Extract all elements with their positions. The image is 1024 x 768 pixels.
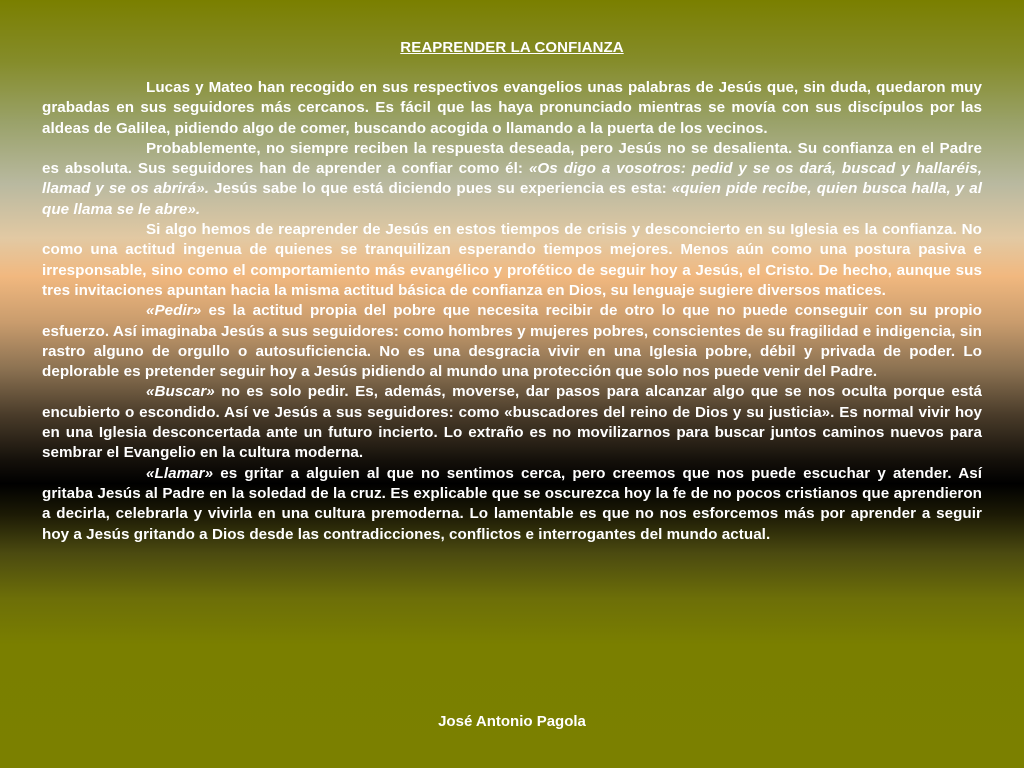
document-body [42,78,982,545]
paragraph-1 [42,78,982,139]
paragraph-4-keyword: «Pedir» [146,302,202,320]
paragraph-2-text-a: Probablemente, no siempre reciben la respuesta deseada, pero Jesús no se desalienta. Su confianza en el Padre es absoluta. Sus seguidores han de aprender a confiar como él: [42,139,982,178]
paragraph-2-text-b: Jesús sabe lo que está diciendo pues su experiencia es esta: [209,180,672,198]
paragraph-6-text: es gritar a alguien al que no sentimos cerca, pero creemos que nos puede escuchar y atender. Así gritaba Jesús al Padre en la soledad de la cruz. Es explicable que se oscurezca hoy la fe de no pocos cristianos que aprendieron a decirla, celebrarla y vivirla en una cultura premoderna. Lo lamentable es que no nos esforcemos más por aprender a seguir hoy a Jesús gritando a Dios desde las contradicciones, conflictos e interrogantes del mundo actual. [42,464,982,543]
paragraph-2-quote-1: «Os digo a vosotros: pedid y se os dará, buscad y hallaréis, llamad y se os abrirá». [42,160,982,198]
paragraph-2 [42,139,982,220]
paragraph-5 [42,382,982,463]
author-signature: José Antonio Pagola [438,713,586,730]
paragraph-6 [42,464,982,545]
paragraph-3 [42,220,982,301]
paragraph-4-text: es la actitud propia del pobre que necesita recibir de otro lo que no puede conseguir con su propio esfuerzo. Así imaginaba Jesús a sus seguidores: como hombres y mujeres pobres, conscientes de su fragilidad e indigencia, sin rastro alguno de orgullo o autosuficiencia. No es una desgracia vivir en una Iglesia pobre, débil y privada de poder. Lo deplorable es pretender seguir hoy a Jesús pidiendo al mundo una protección que solo nos puede venir del Padre. [42,302,982,381]
document-title: REAPRENDER LA CONFIANZA [400,39,624,56]
paragraph-4 [42,301,982,382]
paragraph-2-quote-2: «quien pide recibe, quien busca halla, y al que llama se le abre». [42,180,982,218]
slide [42,38,982,730]
paragraph-6-keyword: «Llamar» [146,464,214,482]
paragraph-5-text: no es solo pedir. Es, además, moverse, dar pasos para alcanzar algo que se nos oculta porque está encubierto o escondido. Así ve Jesús a sus seguidores: como «buscadores del reino de Dios y su justicia». Es normal vivir hoy en una Iglesia desconcertada ante un futuro incierto. Lo extraño es no movilizarnos para buscar juntos caminos nuevos para sembrar el Evangelio en la cultura moderna. [42,383,982,462]
paragraph-5-keyword: «Buscar» [146,383,215,401]
paragraph-1-text: Lucas y Mateo han recogido en sus respectivos evangelios unas palabras de Jesús que, sin duda, quedaron muy grabadas en sus seguidores más cercanos. Es fácil que las haya pronunciado mientras se movía con sus discípulos por las aldeas de Galilea, pidiendo algo de comer, buscando acogida o llamando a la puerta de los vecinos. [42,79,982,137]
paragraph-3-text: Si algo hemos de reaprender de Jesús en estos tiempos de crisis y desconcierto en su Iglesia es la confianza. No como una actitud ingenua de quienes se tranquilizan esperando tiempos mejores. Menos aún como una postura pasiva e irresponsable, sino como el comportamiento más evangélico y profético de seguir hoy a Jesús, el Cristo. De hecho, aunque sus tres invitaciones apuntan hacia la misma actitud básica de confianza en Dios, su lenguaje sugiere diversos matices. [42,221,982,299]
